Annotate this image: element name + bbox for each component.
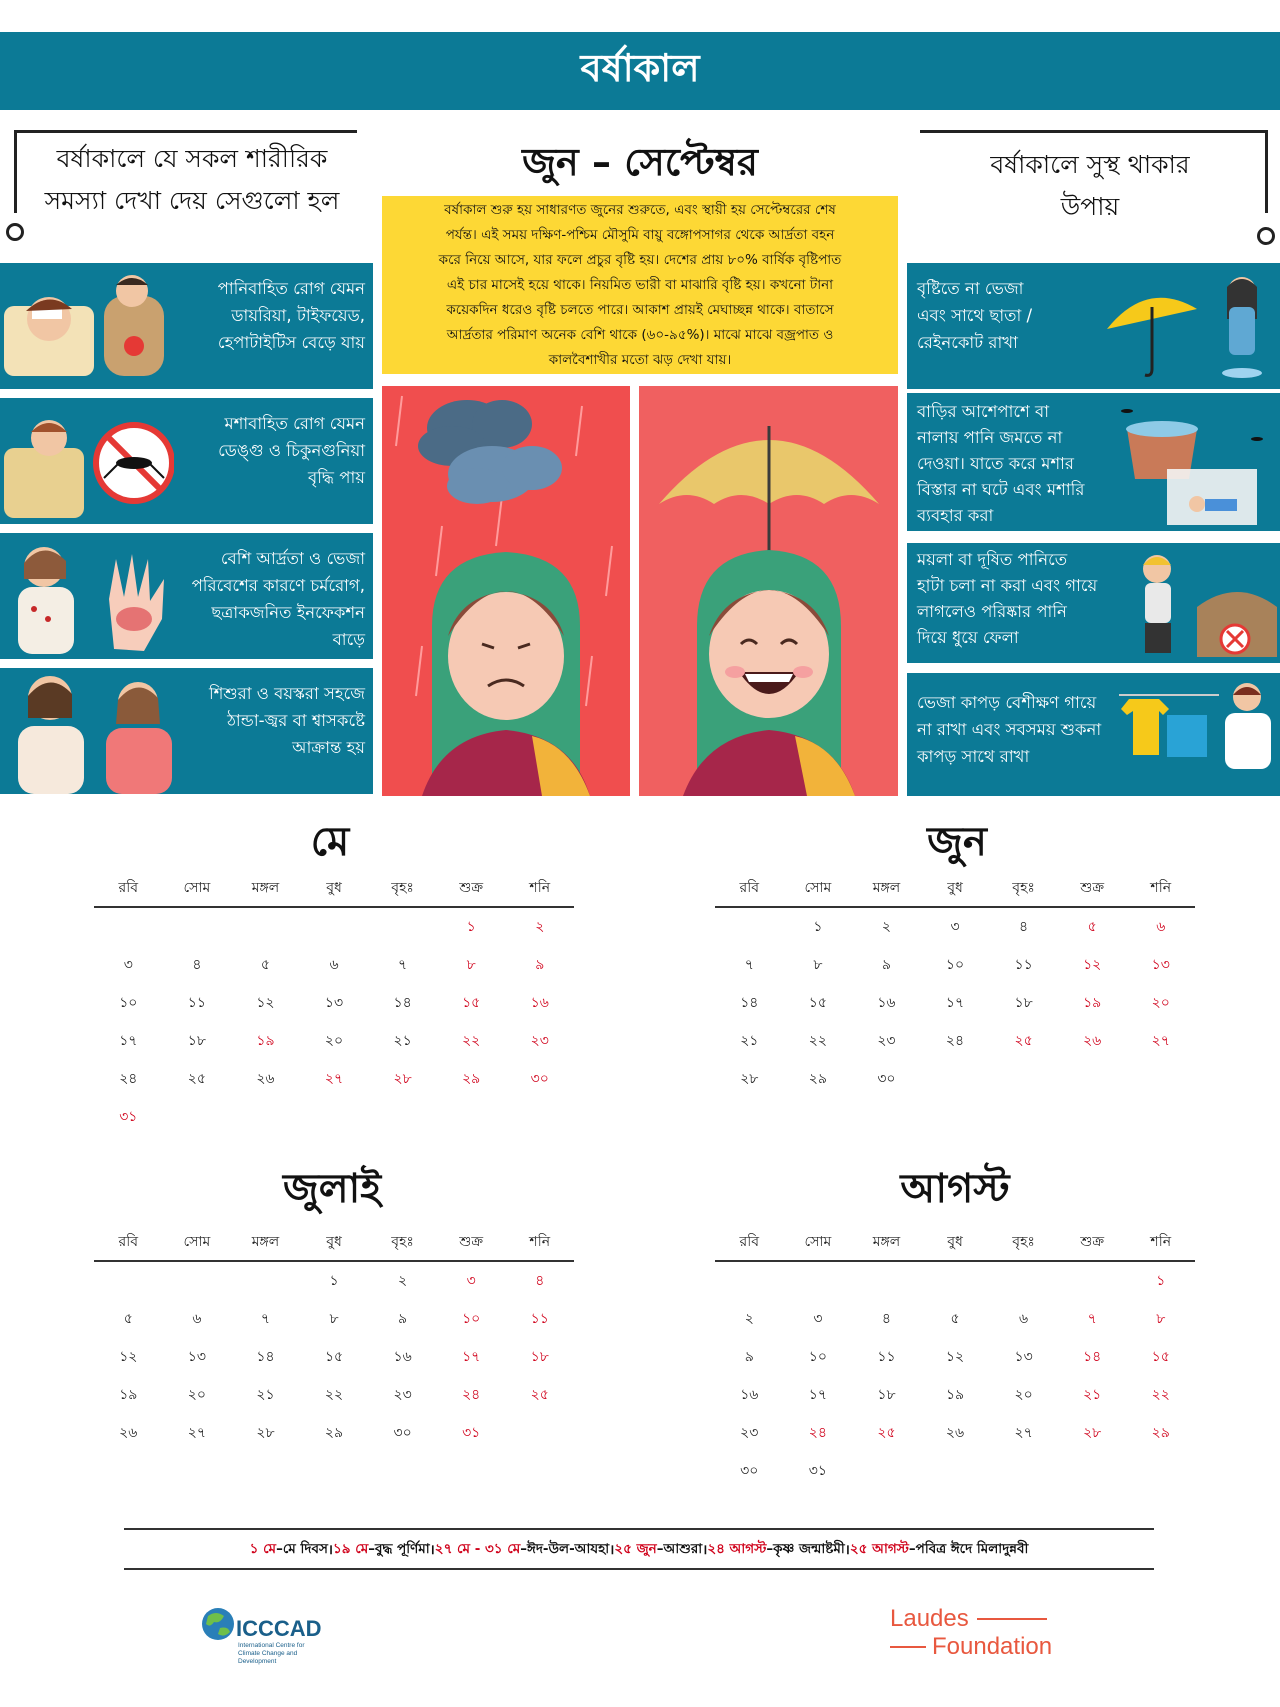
calendar-week-row	[94, 1300, 574, 1338]
calendar-day: ২৮	[256, 1425, 275, 1441]
calendar-day: ৪	[192, 957, 202, 973]
problem-text	[185, 545, 365, 653]
text-line: ব্যবহার করা	[917, 506, 994, 525]
month-title-june: জুন	[927, 819, 987, 865]
text-line: রেইনকোট রাখা	[917, 333, 1018, 352]
calendar-day: ১৭	[119, 1033, 138, 1049]
calendar-week-row	[715, 1376, 1195, 1414]
text-line: পর্যন্ত। এই সময় দক্ষিণ-পশ্চিম মৌসুমি বায়ু বঙ্গোপসাগর থেকে আর্দ্রতা বহন	[445, 227, 835, 243]
happy-girl-umbrella-icon	[639, 386, 898, 796]
text-line: হেপাটাইটিস বেড়ে যায়	[217, 333, 365, 352]
weekday-label: বুধ	[947, 1234, 963, 1250]
problem-card-3	[0, 533, 373, 659]
calendar-day: ১৭	[945, 995, 965, 1011]
calendar-day: ১২	[119, 1349, 138, 1365]
calendar-day: ৭	[1087, 1311, 1097, 1327]
calendar-day: ১৮	[1014, 995, 1033, 1011]
skin-rash-icon	[4, 539, 179, 654]
dirty-water-icon	[1117, 547, 1279, 661]
separator: ।	[702, 1542, 708, 1558]
text-line: পরিবেশের কারণে চর্মরোগ,	[191, 576, 365, 595]
calendar-day: ১৩	[187, 1349, 206, 1365]
calendar-day: ১১	[187, 995, 206, 1011]
holiday-name: ঈদ-উল-আযহা	[527, 1540, 610, 1557]
left-bracket-dot	[6, 223, 24, 241]
solution-text	[917, 275, 1117, 356]
calendar-day: ২১	[256, 1387, 275, 1403]
dry-clothes-icon	[1119, 675, 1279, 793]
holiday-date: ১ মে	[249, 1540, 277, 1557]
calendar-day: ২	[744, 1311, 754, 1327]
calendar-day: ৩	[123, 957, 133, 973]
calendar-week-row	[94, 1414, 574, 1452]
sad-girl-rain-icon	[382, 386, 630, 796]
calendar-day: ১৯	[119, 1387, 138, 1403]
icccad-logo: ICCCAD International Centre for Climate Change and Development	[200, 1606, 340, 1666]
umbrella-rain-icon	[1097, 269, 1277, 385]
weekday-label: রবি	[739, 1234, 760, 1250]
separator: ।	[844, 1542, 850, 1558]
calendar-week-row	[94, 1060, 574, 1098]
calendar-week-row	[715, 946, 1195, 984]
dash: –	[276, 1541, 283, 1557]
calendar-day: ১০	[462, 1311, 481, 1327]
calendar-day: ১৪	[256, 1349, 275, 1365]
calendar-day: ১৫	[808, 995, 827, 1011]
text-line: আক্রান্ত হয়	[292, 738, 365, 757]
weekday-label: শুক্র	[459, 880, 484, 896]
separator: ।	[609, 1542, 615, 1558]
calendar-day: ১	[813, 919, 823, 935]
calendar-day: ১৬	[393, 1349, 412, 1365]
text-line: দেওয়া। যাতে করে মশার	[917, 454, 1074, 473]
holiday-name: বুদ্ধ পূর্ণিমা	[374, 1540, 430, 1557]
calendar-day: ৩০	[740, 1463, 759, 1479]
text-line: ছত্রাকজনিত ইনফেকশন বাড়ে	[211, 603, 365, 649]
weekday-label: বুধ	[326, 880, 342, 896]
calendar-week-row	[94, 1338, 574, 1376]
calendar-week-row	[94, 946, 574, 984]
calendar-day: ১৮	[877, 1387, 896, 1403]
calendar-day: ৮	[329, 1311, 339, 1327]
calendar-day: ৬	[1019, 1311, 1029, 1327]
calendar-day: ১১	[1014, 957, 1033, 973]
calendar-day: ১০	[945, 957, 965, 973]
solution-card-1	[907, 263, 1280, 389]
calendar-day: ৬	[1156, 919, 1166, 935]
text-line: ডেঙ্গু ও চিকুনগুনিয়া	[218, 441, 365, 460]
separator: ।	[327, 1542, 333, 1558]
calendar-day: ৪	[1019, 919, 1029, 935]
text-line: বর্ষাকাল শুরু হয় সাধারণত জুনের শুরুতে, এবং স্থায়ী হয় সেপ্টেম্বরের শেষ	[444, 202, 836, 218]
calendar-day: ৩	[813, 1311, 823, 1327]
banner-title: বর্ষাকাল	[580, 46, 700, 90]
season-title: জুন – সেপ্টেম্বর	[522, 140, 758, 184]
calendar-day: ২৬	[119, 1425, 138, 1441]
calendar-week-row	[715, 1262, 1195, 1300]
weekday-label: শনি	[1150, 880, 1172, 896]
calendar-week-row	[94, 1098, 574, 1136]
text-line: কাপড় সাথে রাখা	[917, 747, 1030, 766]
calendar-day: ৩০	[393, 1425, 412, 1441]
holiday-date: ২৭ মে - ৩১ মে	[434, 1540, 521, 1557]
holiday-name: আশুরা	[663, 1540, 703, 1557]
problem-text	[185, 410, 365, 491]
text-line: দিয়ে ধুয়ে ফেলা	[917, 628, 1019, 647]
text-line: ময়লা বা দূষিত পানিতে	[917, 550, 1068, 569]
problem-text	[185, 680, 365, 761]
holiday-date: ২৪ আগস্ট	[707, 1540, 767, 1557]
month-title-july: জুলাই	[283, 1166, 381, 1212]
weekday-label: বৃহঃ	[391, 880, 414, 896]
globe-icon	[200, 1606, 236, 1642]
calendar-day: ১৮	[187, 1033, 206, 1049]
text-line: করে নিয়ে আসে, যার ফলে প্রচুর বৃষ্টি হয়। দেশের প্রায় ৮০% বার্ষিক বৃষ্টিপাত	[438, 252, 842, 268]
dash: –	[766, 1541, 774, 1557]
text-line: মশাবাহিত রোগ যেমন	[224, 414, 365, 433]
calendar-day: ৩১	[119, 1109, 138, 1125]
text-line: ডায়রিয়া, টাইফয়েড,	[231, 306, 365, 325]
calendar-day: ১৬	[530, 995, 549, 1011]
text-line: ভেজা কাপড় বেশীক্ষণ গায়ে	[917, 693, 1097, 712]
calendar-day: ২	[398, 1273, 408, 1289]
calendar-day: ১৭	[808, 1387, 827, 1403]
weekday-label: বুধ	[947, 880, 963, 896]
calendar-day: ২৭	[324, 1071, 344, 1087]
calendar-day: ১২	[945, 1349, 965, 1365]
calendar-day: ২৯	[462, 1071, 481, 1087]
dash: –	[908, 1541, 916, 1557]
calendar-day: ২৫	[530, 1387, 549, 1403]
calendar-day: ২৮	[393, 1071, 412, 1087]
calendar-day: ১৫	[462, 995, 481, 1011]
calendar-day: ২৩	[740, 1425, 759, 1441]
calendar-day: ২২	[324, 1387, 344, 1403]
calendar-day: ২৯	[808, 1071, 827, 1087]
calendar-day: ২৩	[877, 1033, 896, 1049]
calendar-day: ১	[329, 1273, 339, 1289]
weekday-header	[715, 870, 1195, 908]
calendar-week-row	[715, 984, 1195, 1022]
calendar-day: ২১	[740, 1033, 759, 1049]
calendar-day: ৯	[398, 1311, 408, 1327]
weekday-label: শনি	[529, 880, 551, 896]
umbrella-panel	[639, 386, 898, 796]
coughing-people-icon	[8, 668, 188, 794]
weekday-label: শুক্র	[459, 1234, 484, 1250]
calendar-day: ২৮	[1083, 1425, 1102, 1441]
sick-person-icon	[4, 271, 174, 383]
calendar-day: ২১	[393, 1033, 412, 1049]
calendar-day: ১৯	[945, 1387, 965, 1403]
text-line: ঠান্ডা-জ্বর বা শ্বাসকষ্টে	[227, 711, 365, 730]
solution-card-4	[907, 673, 1280, 796]
weekday-label: শনি	[1150, 1234, 1172, 1250]
calendar-day: ১৬	[877, 995, 896, 1011]
calendar-day: ৫	[1087, 919, 1097, 935]
calendar-day: ১৯	[256, 1033, 275, 1049]
weekday-label: মঙ্গল	[251, 880, 280, 896]
calendar-day: ৩১	[808, 1463, 827, 1479]
text-line: বিস্তার না ঘটে এবং মশারি	[917, 480, 1085, 499]
calendar-week-row	[94, 1262, 574, 1300]
month-title-may: মে	[310, 819, 350, 865]
text-line: হাটা চলা না করা এবং গায়ে	[917, 576, 1098, 595]
text-line: বৃদ্ধি পায়	[308, 468, 365, 487]
separator: ।	[429, 1542, 435, 1558]
calendar-day: ৩	[466, 1273, 476, 1289]
calendar-day: ২৭	[187, 1425, 206, 1441]
calendar-day: ৯	[535, 957, 545, 973]
text-line: কালবৈশাখীর মতো ঝড় দেখা যায়।	[548, 352, 732, 368]
calendar-week-row	[715, 1060, 1195, 1098]
calendar-day: ২৫	[877, 1425, 896, 1441]
calendar-week-row	[715, 1414, 1195, 1452]
solution-card-3	[907, 543, 1280, 663]
text-line: নালায় পানি জমতে না	[917, 428, 1063, 447]
calendar-day: ৫	[260, 957, 270, 973]
calendar-day: ২০	[1014, 1387, 1033, 1403]
calendar-day: ২২	[462, 1033, 481, 1049]
weekday-label: বৃহঃ	[1012, 880, 1035, 896]
left-header: বর্ষাকালে যে সকল শারীরিক সমস্যা দেখা দেয় সেগুলো হল	[44, 144, 340, 215]
page-banner	[0, 32, 1280, 110]
holiday-legend	[124, 1528, 1154, 1570]
weekday-label: বৃহঃ	[1012, 1234, 1035, 1250]
calendar-day: ২৪	[808, 1425, 827, 1441]
calendar-day: ৯	[744, 1349, 754, 1365]
text-line: আর্দ্রতার পরিমাণ অনেক বেশি থাকে (৬০-৯৫%)। মাঝে মাঝে বজ্রপাত ও	[446, 327, 834, 343]
laudes-foundation-logo: Laudes Foundation	[890, 1605, 1053, 1660]
text-line: এই চার মাসেই হয়ে থাকে। নিয়মিত ভারী বা মাঝারি বৃষ্টি হয়। কখনো টানা	[446, 277, 834, 293]
calendar-day: ২৪	[462, 1387, 481, 1403]
solution-text	[917, 689, 1117, 770]
calendar-day: ১৫	[1151, 1349, 1170, 1365]
calendar-day: ১৪	[1083, 1349, 1102, 1365]
calendar-july	[94, 1224, 574, 1452]
solution-text	[917, 399, 1117, 529]
weekday-label: সোম	[183, 880, 211, 896]
calendar-week-row	[715, 908, 1195, 946]
calendar-day: ৭	[260, 1311, 270, 1327]
text-line: বৃষ্টিতে না ভেজা	[917, 279, 1024, 298]
text-line: পানিবাহিত রোগ যেমন	[217, 279, 365, 298]
right-header: বর্ষাকালে সুস্থ থাকার উপায়	[990, 150, 1190, 221]
mosquito-icon	[4, 408, 174, 518]
calendar-day: ২২	[1151, 1387, 1170, 1403]
calendar-day: ৮	[1156, 1311, 1166, 1327]
solution-text	[917, 547, 1117, 651]
right-bracket-dot	[1257, 227, 1275, 245]
calendar-day: ১২	[1083, 957, 1102, 973]
solution-card-2	[907, 393, 1280, 531]
text-line: কয়েকদিন ধরেও বৃষ্টি চলতে পারে। আকাশ প্রায়ই মেঘাচ্ছন্ন থাকে। বাতাসে	[446, 302, 834, 318]
rain-panel	[382, 386, 630, 796]
calendar-week-row	[715, 1022, 1195, 1060]
problem-card-1	[0, 263, 373, 389]
calendar-day: ৮	[813, 957, 823, 973]
text-line: বেশি আর্দ্রতা ও ভেজা	[220, 549, 365, 568]
holiday-date: ১৯ মে	[333, 1540, 369, 1557]
calendar-day: ৩	[950, 919, 960, 935]
weekday-label: বৃহঃ	[391, 1234, 414, 1250]
holiday-date: ২৫ আগস্ট	[849, 1540, 909, 1557]
text-line: এবং সাথে ছাতা /	[917, 306, 1033, 325]
calendar-day: ৫	[123, 1311, 133, 1327]
calendar-day: ২০	[1151, 995, 1170, 1011]
problem-text	[185, 275, 365, 356]
weekday-label: শুক্র	[1080, 1234, 1105, 1250]
calendar-day: ১৪	[393, 995, 412, 1011]
weekday-label: শুক্র	[1080, 880, 1105, 896]
text-line: শিশুরা ও বয়স্করা সহজে	[208, 684, 365, 703]
calendar-week-row	[715, 1338, 1195, 1376]
calendar-day: ১৩	[1014, 1349, 1033, 1365]
calendar-day: ২৯	[1151, 1425, 1170, 1441]
calendar-day: ২০	[187, 1387, 206, 1403]
calendar-day: ২০	[324, 1033, 344, 1049]
calendar-day: ২	[881, 919, 891, 935]
calendar-day: ৩১	[462, 1425, 481, 1441]
calendar-day: ২৭	[1014, 1425, 1033, 1441]
holiday-name: পবিত্র ঈদে মিলাদুন্নবী	[915, 1540, 1029, 1557]
weekday-label: রবি	[118, 1234, 139, 1250]
calendar-week-row	[715, 1452, 1195, 1490]
calendar-day: ২৩	[530, 1033, 549, 1049]
text-line: লাগলেও পরিষ্কার পানি	[917, 602, 1067, 621]
calendar-day: ২৮	[740, 1071, 759, 1087]
weekday-label: মঙ্গল	[872, 1234, 901, 1250]
calendar-week-row	[94, 1022, 574, 1060]
calendar-day: ২৭	[1151, 1033, 1170, 1049]
calendar-day: ২৬	[1083, 1033, 1102, 1049]
weekday-header	[94, 1224, 574, 1262]
calendar-day: ৪	[881, 1311, 891, 1327]
weekday-label: মঙ্গল	[872, 880, 901, 896]
calendar-day: ৩০	[877, 1071, 896, 1087]
mosquito-net-icon	[1107, 399, 1279, 529]
calendar-day: ২৫	[1014, 1033, 1033, 1049]
calendar-day: ৯	[881, 957, 891, 973]
calendar-day: ১১	[877, 1349, 896, 1365]
weekday-label: শনি	[529, 1234, 551, 1250]
calendar-week-row	[94, 908, 574, 946]
calendar-day: ১৯	[1083, 995, 1102, 1011]
calendar-day: ১৪	[740, 995, 759, 1011]
text-line: না রাখা এবং সবসময় শুকনা	[917, 720, 1102, 739]
calendar-day: ৩০	[530, 1071, 549, 1087]
calendar-day: ২১	[1083, 1387, 1102, 1403]
weekday-label: রবি	[739, 880, 760, 896]
calendar-day: ৫	[950, 1311, 960, 1327]
calendar-day: ১৫	[324, 1349, 344, 1365]
problem-card-2	[0, 398, 373, 524]
weekday-label: বুধ	[326, 1234, 342, 1250]
weekday-label: সোম	[183, 1234, 211, 1250]
dash: –	[368, 1541, 375, 1557]
calendar-day: ১৬	[740, 1387, 759, 1403]
calendar-day: ২৫	[187, 1071, 206, 1087]
calendar-day: ২৩	[393, 1387, 412, 1403]
dash: –	[656, 1541, 664, 1557]
calendar-day: ১৭	[462, 1349, 481, 1365]
calendar-day: ৬	[329, 957, 339, 973]
calendar-day: ৮	[466, 957, 476, 973]
calendar-day: ১০	[119, 995, 138, 1011]
calendar-week-row	[715, 1300, 1195, 1338]
holiday-date: ২৫ জুন	[614, 1540, 657, 1557]
calendar-day: ১১	[530, 1311, 549, 1327]
calendar-day: ১৩	[324, 995, 344, 1011]
calendar-june	[715, 870, 1195, 1098]
calendar-day: ৭	[398, 957, 408, 973]
calendar-august	[715, 1224, 1195, 1490]
weekday-label: মঙ্গল	[251, 1234, 280, 1250]
problem-card-4	[0, 668, 373, 794]
calendar-day: ২৬	[945, 1425, 965, 1441]
calendar-day: ১২	[256, 995, 275, 1011]
month-title-august: আগস্ট	[900, 1166, 1010, 1212]
calendar-day: ২৯	[324, 1425, 344, 1441]
calendar-day: ২২	[808, 1033, 827, 1049]
weekday-header	[715, 1224, 1195, 1262]
season-description	[382, 196, 898, 374]
calendar-week-row	[94, 1376, 574, 1414]
calendar-day: ১৩	[1151, 957, 1170, 973]
weekday-label: সোম	[804, 880, 832, 896]
dash: –	[520, 1541, 527, 1557]
weekday-label: রবি	[118, 880, 139, 896]
calendar-day: ২৪	[119, 1071, 138, 1087]
calendar-day: ১	[466, 919, 476, 935]
calendar-day: ১৮	[530, 1349, 549, 1365]
text-line: বাড়ির আশেপাশে বা	[917, 402, 1050, 421]
weekday-header	[94, 870, 574, 908]
weekday-label: সোম	[804, 1234, 832, 1250]
calendar-week-row	[94, 984, 574, 1022]
calendar-day: ১	[1156, 1273, 1166, 1289]
holiday-name: মে দিবস	[282, 1540, 328, 1557]
calendar-day: ৬	[192, 1311, 202, 1327]
holiday-name: কৃষ্ণ জন্মাষ্টমী	[773, 1540, 845, 1557]
calendar-day: ২৬	[256, 1071, 275, 1087]
calendar-may	[94, 870, 574, 1136]
calendar-day: ২৪	[945, 1033, 965, 1049]
calendar-day: ৪	[535, 1273, 545, 1289]
calendar-day: ২	[535, 919, 545, 935]
calendar-day: ৭	[744, 957, 754, 973]
calendar-day: ১০	[808, 1349, 827, 1365]
